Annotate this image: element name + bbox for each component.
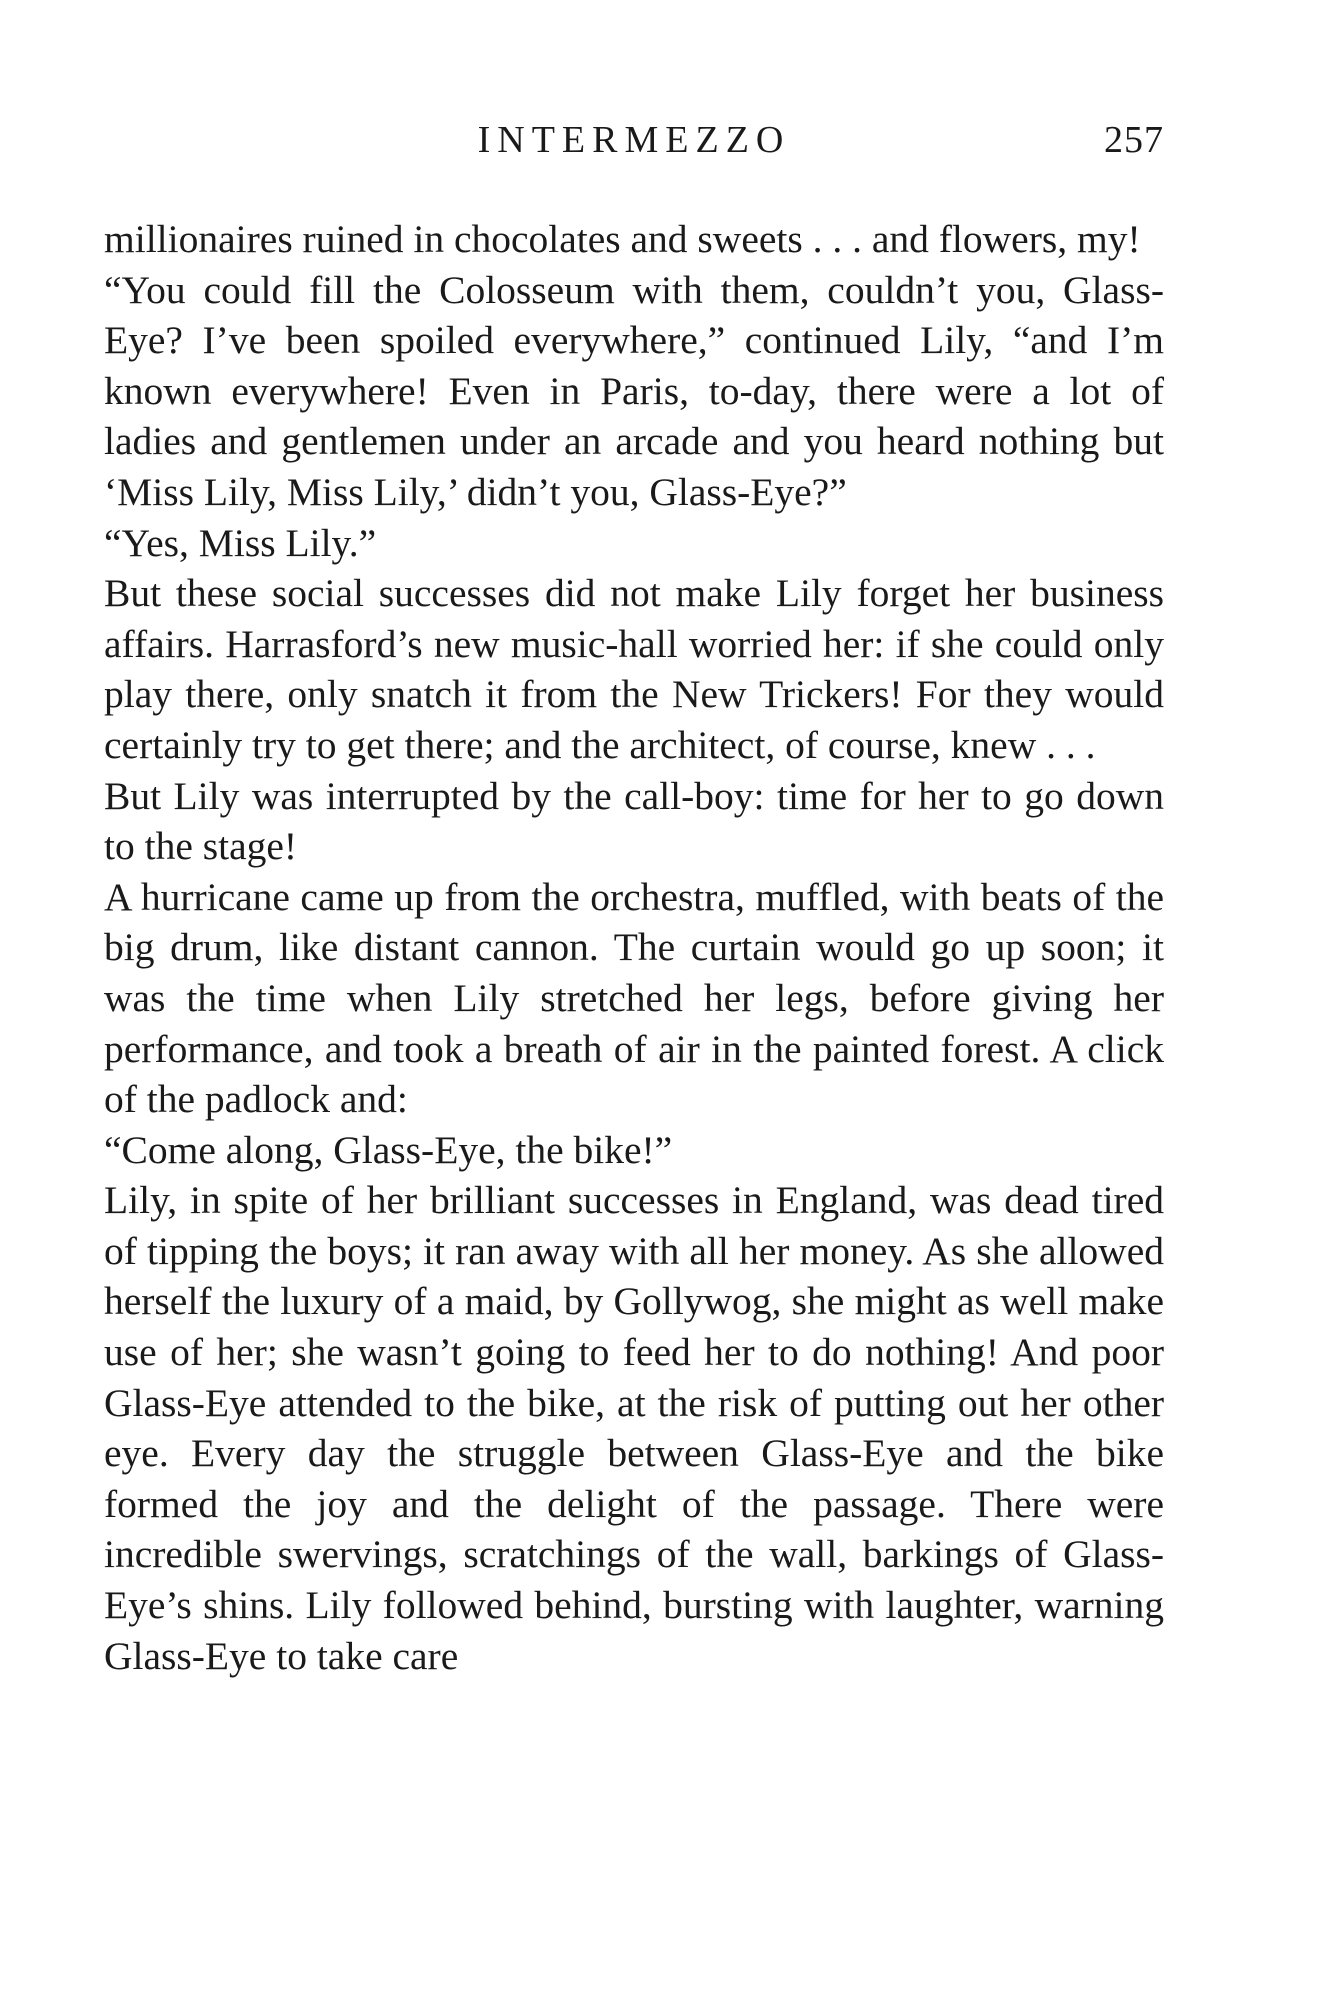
paragraph: But these social successes did not make Lily forget her business affairs. Harrasford’s new music-hall worried her: if she could only play there, only snatch it from the New Trickers! For they would certainly try to get there; and the architect, of course, knew . . . xyxy=(104,571,1164,767)
paragraph: But Lily was interrupted by the call-boy: time for her to go down to the stage! xyxy=(104,773,1164,869)
paragraph: “Yes, Miss Lily.” xyxy=(104,520,377,565)
running-head xyxy=(104,118,1164,178)
paragraph: A hurricane came up from the orchestra, muffled, with beats of the big drum, like distant cannon. The curtain would go up soon; it was the time when Lily stretched her legs, before giving her performance, and took a breath of air in the painted forest. A click of the padlock and: xyxy=(104,874,1164,1122)
paragraph: millionaires ruined in chocolates and sweets . . . and flowers, my! xyxy=(104,217,1141,261)
paragraph: “You could fill the Colosseum with them, couldn’t you, Glass-Eye? I’ve been spoiled everywhere,” continued Lily, “and I’m known everywhere! Even in Paris, to-day, there were a lot of ladies and gentlemen under an arcade and you heard nothing but ‘Miss Lily, Miss Lily,’ didn’t you, Glass-Eye?” xyxy=(104,267,1164,514)
body-text xyxy=(104,214,1164,1681)
paragraph: Lily, in spite of her brilliant successes in England, was dead tired of tipping the boys; it ran away with all her money. As she allowed herself the luxury of a maid, by Gollywog, she might as well make use of her; she wasn’t going to feed her to do nothing! And poor Glass-Eye attended to the bike, at the risk of putting out her other eye. Every day the struggle between Glass-Eye and the bike formed the joy and the delight of the passage. There were incredible swervings, scratchings of the wall, barkings of Glass-Eye’s shins. Lily followed behind, bursting with laughter, warning Glass-Eye to take care xyxy=(104,1178,1164,1678)
page-number: 257 xyxy=(1104,119,1164,161)
running-title: INTERMEZZO xyxy=(477,119,791,161)
paragraph: “Come along, Glass-Eye, the bike!” xyxy=(104,1127,673,1172)
book-page xyxy=(104,118,1164,1681)
